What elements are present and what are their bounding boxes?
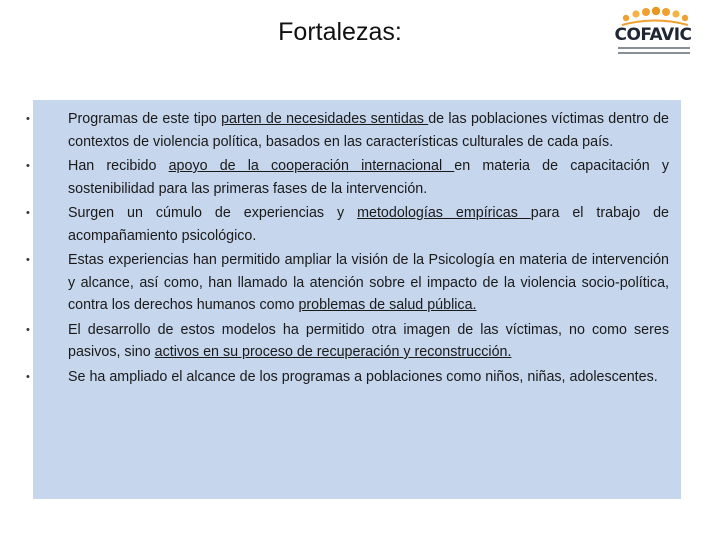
list-item: • Estas experiencias han permitido ampliar la visión de la Psicología en materia de intervención y alcance, así como, han llamado la atención sobre el impacto de la violencia socio-política, contra los derechos humanos como problemas de salud pública. <box>33 249 681 317</box>
list-item: • Han recibido apoyo de la cooperación internacional en materia de capacitación y sostenibilidad para las primeras fases de la intervención. <box>33 155 681 200</box>
logo-figures-icon <box>620 6 690 26</box>
list-item: • El desarrollo de estos modelos ha permitido otra imagen de las víctimas, no como seres pasivos, sino activos en su proceso de recuperación y reconstrucción. <box>33 319 681 364</box>
bullet-icon: • <box>26 160 30 172</box>
bullet-icon: • <box>26 113 30 125</box>
bullet-icon: • <box>26 323 30 336</box>
logo-wordmark: COFAVIC <box>614 25 692 45</box>
slide-title: Fortalezas: <box>278 18 402 46</box>
bullet-icon: • <box>26 207 30 219</box>
cofavic-logo <box>612 6 694 58</box>
logo-subtitle-line <box>618 52 690 54</box>
content-box <box>26 100 681 499</box>
list-item: • Programas de este tipo parten de necesidades sentidas de las poblaciones víctimas dentro de contextos de violencia política, basados en las características culturales de cada país. <box>33 108 681 153</box>
bullet-list <box>26 108 681 390</box>
bullet-icon: • <box>26 254 30 266</box>
logo-subtitle-line <box>618 47 690 49</box>
bullet-icon: • <box>26 370 30 383</box>
list-item: • Se ha ampliado el alcance de los programas a poblaciones como niños, niñas, adolescentes. <box>33 366 681 389</box>
list-item: • Surgen un cúmulo de experiencias y metodologías empíricas para el trabajo de acompañamiento psicológico. <box>33 202 681 247</box>
